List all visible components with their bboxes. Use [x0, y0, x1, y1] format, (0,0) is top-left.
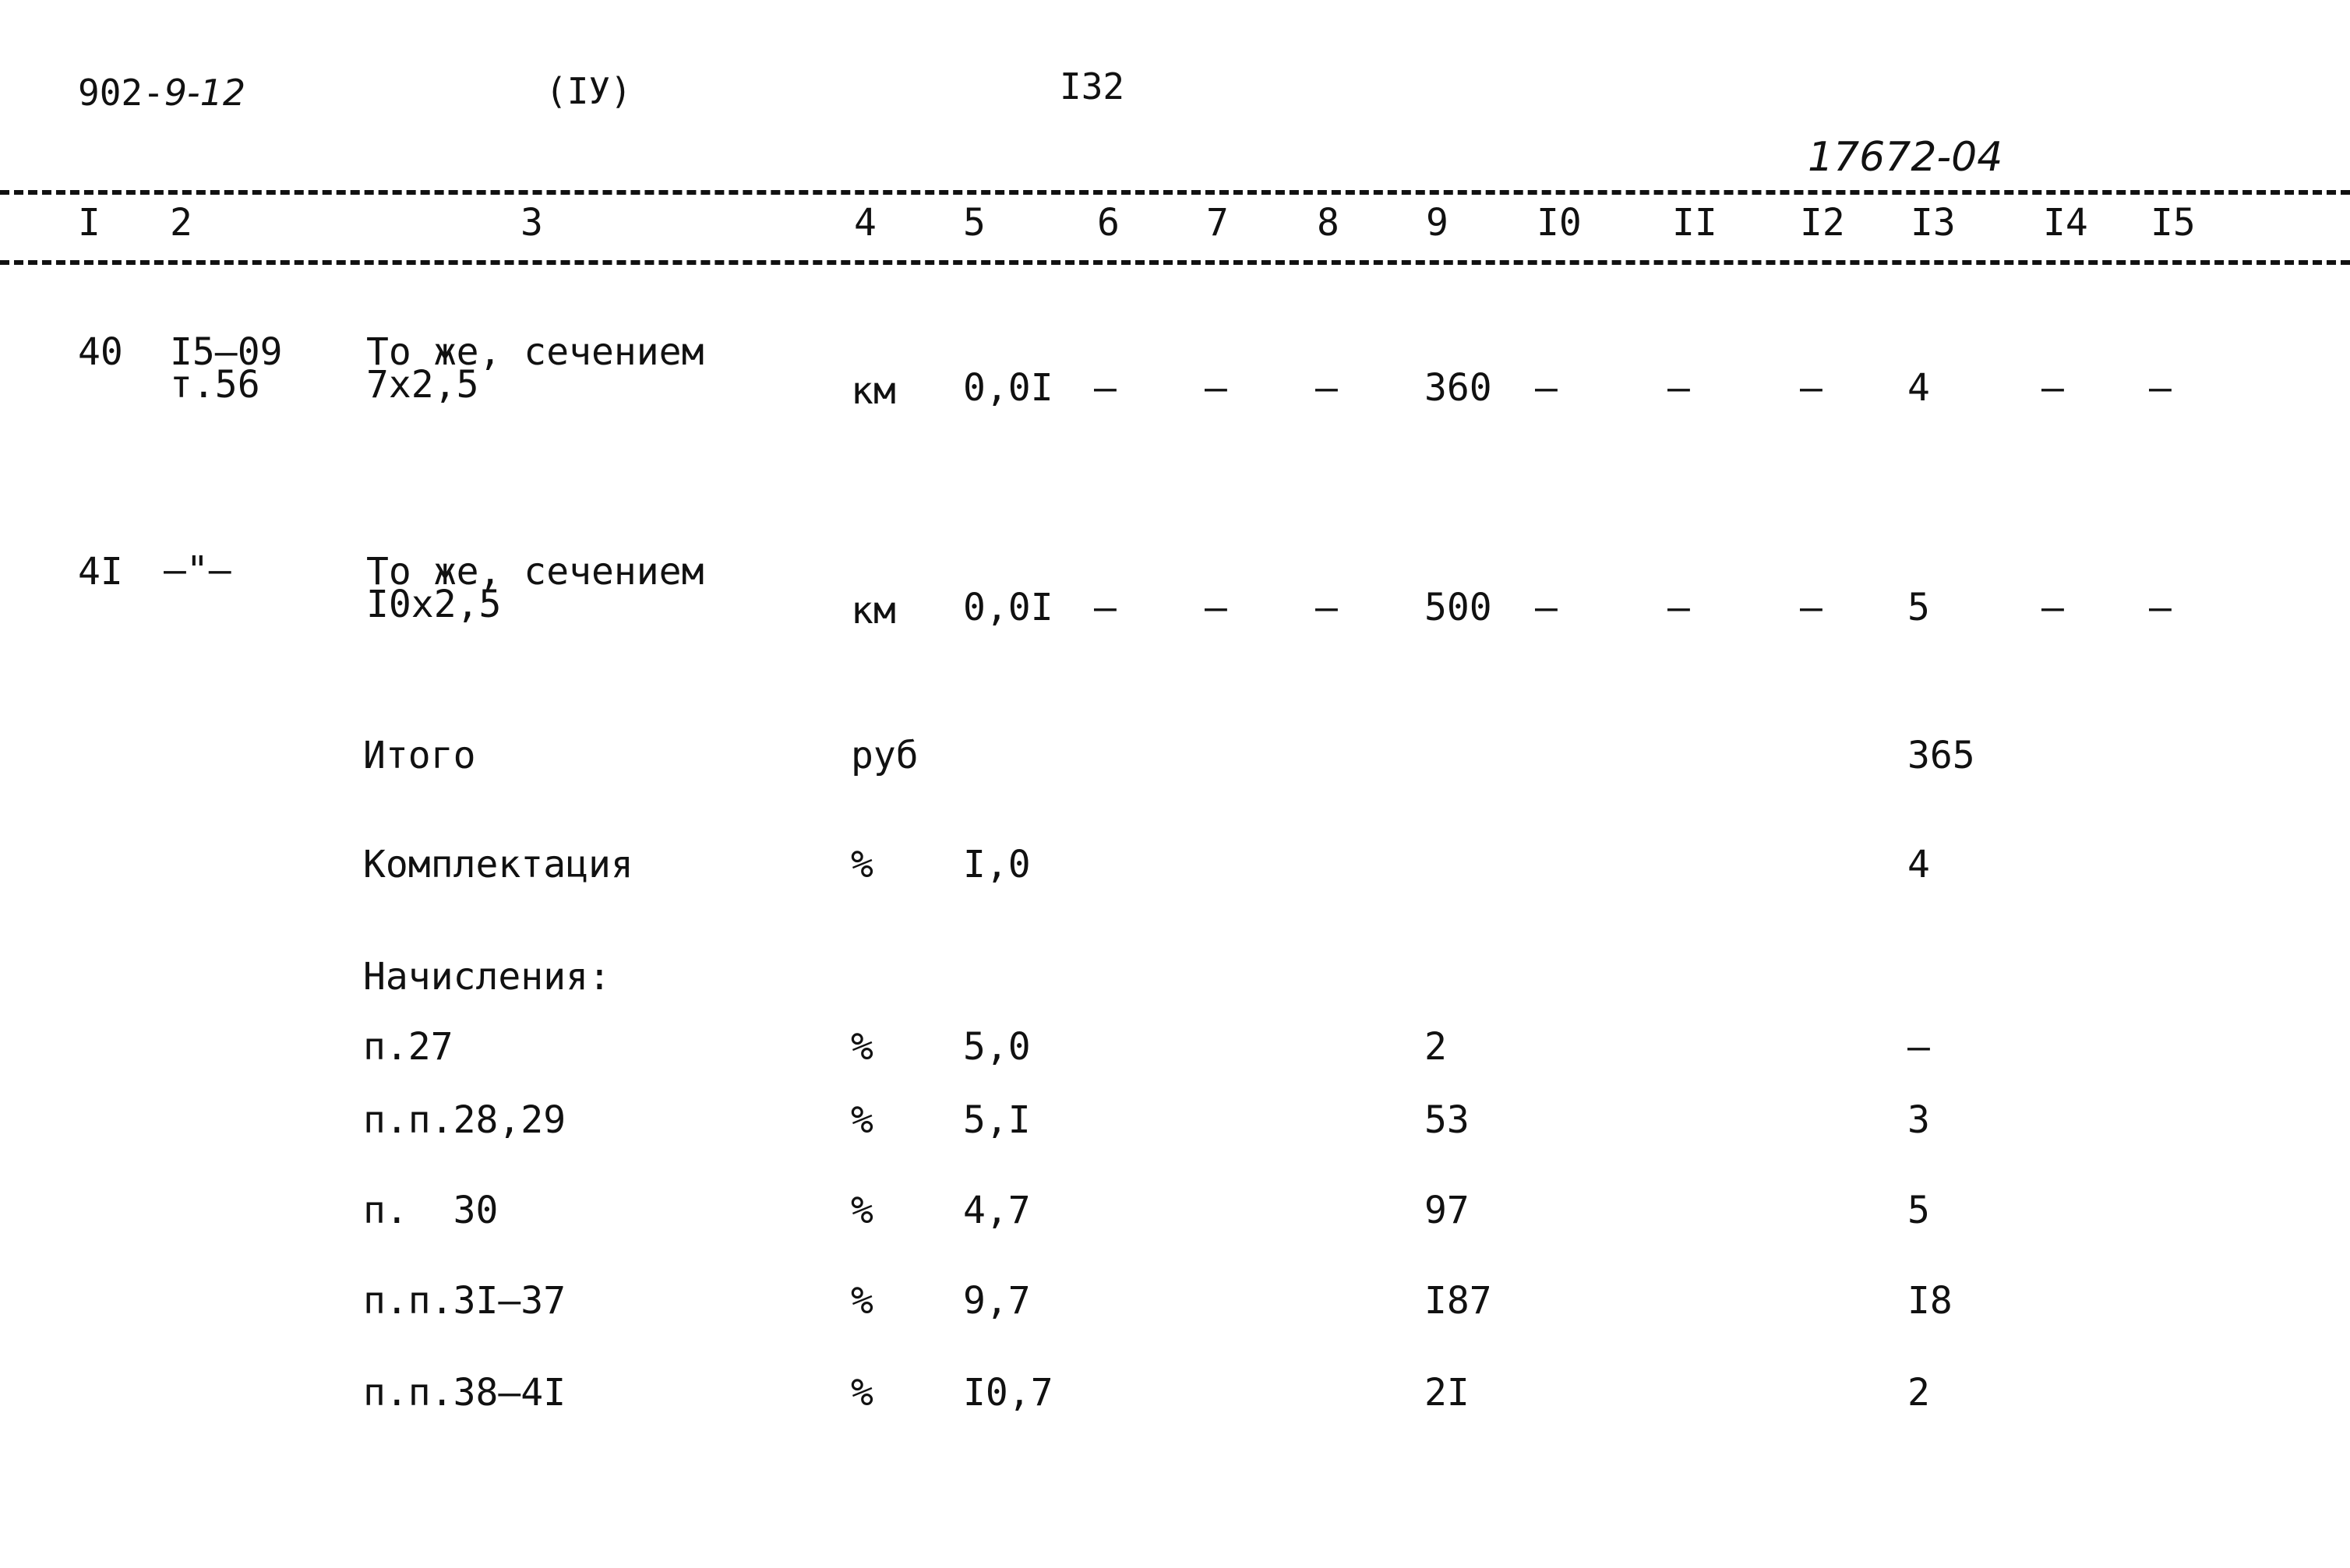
row-number: 40 [78, 330, 123, 374]
nach-col5: I0,7 [963, 1371, 1053, 1415]
nach-unit: % [851, 1279, 873, 1323]
nach-unit: % [851, 1025, 873, 1069]
nachisleniya-heading: Начисления: [363, 955, 611, 999]
col-header: I5 [2151, 201, 2196, 245]
nach-col9: 2 [1424, 1025, 1447, 1069]
col-header: 9 [1426, 201, 1448, 245]
row-description-size: 7х2,5 [366, 363, 479, 407]
row-col12: – [1800, 586, 1822, 629]
nach-label: п.27 [363, 1025, 453, 1069]
row-number: 4I [78, 550, 123, 594]
nach-col13: – [1907, 1025, 1930, 1069]
col-header: I4 [2043, 201, 2088, 245]
nach-col5: 5,0 [963, 1025, 1031, 1069]
row-col14: – [2041, 366, 2064, 410]
col-header: 4 [854, 201, 877, 245]
row-col12: – [1800, 366, 1822, 410]
row-col7: – [1205, 366, 1227, 410]
nach-col9: I87 [1424, 1279, 1492, 1323]
row-col8: – [1315, 586, 1338, 629]
total-unit: руб [851, 734, 919, 777]
row-col10: – [1535, 366, 1558, 410]
col-header: 2 [170, 201, 192, 245]
row-col9: 500 [1424, 586, 1492, 629]
kompl-col13: 4 [1907, 843, 1930, 886]
handwritten-stamp: 17672-04 [1808, 134, 2003, 181]
nach-label: п.п.28,29 [363, 1098, 566, 1142]
row-col9: 360 [1424, 366, 1492, 410]
row-col5: 0,0I [963, 586, 1053, 629]
row-description: То же, сечением [366, 330, 704, 374]
row-col15: – [2149, 586, 2172, 629]
row-col6: – [1094, 366, 1117, 410]
row-col10: – [1535, 586, 1558, 629]
total-label: Итого [363, 734, 476, 777]
header-bottom-rule [0, 260, 2350, 265]
kompl-col5: I,0 [963, 843, 1031, 886]
row-col6: – [1094, 586, 1117, 629]
row-col15: – [2149, 366, 2172, 410]
header-top-rule [0, 190, 2350, 195]
row-col14: – [2041, 586, 2064, 629]
nach-col13: 2 [1907, 1371, 1930, 1415]
nach-label: п.п.38–4I [363, 1371, 566, 1415]
row-unit: км [851, 369, 896, 413]
col-header: 6 [1097, 201, 1120, 245]
row-col5: 0,0I [963, 366, 1053, 410]
col-header: 5 [963, 201, 986, 245]
nach-col5: 4,7 [963, 1189, 1031, 1232]
nach-label: п. 30 [363, 1189, 499, 1232]
row-description: То же, сечением [366, 550, 704, 594]
row-col11: – [1667, 366, 1690, 410]
col-header: 3 [520, 201, 543, 245]
row-col7: – [1205, 586, 1227, 629]
total-col13: 365 [1907, 734, 1975, 777]
kompl-label: Комплектация [363, 843, 633, 886]
kompl-unit: % [851, 843, 873, 886]
row-col13: 4 [1907, 366, 1930, 410]
col-header: 8 [1317, 201, 1339, 245]
nach-col5: 5,I [963, 1098, 1031, 1142]
nach-label: п.п.3I–37 [363, 1279, 566, 1323]
col-header: II [1672, 201, 1717, 245]
col-header: I0 [1537, 201, 1582, 245]
col-header: I3 [1911, 201, 1956, 245]
nach-unit: % [851, 1189, 873, 1232]
col-header: I [78, 201, 101, 245]
nach-col5: 9,7 [963, 1279, 1031, 1323]
row-code: I5–09 [170, 330, 283, 374]
nach-col9: 53 [1424, 1098, 1470, 1142]
nach-col13: I8 [1907, 1279, 1953, 1323]
page-number: I32 [1060, 65, 1125, 107]
nach-unit: % [851, 1371, 873, 1415]
doc-code: 902-9-12 [78, 72, 246, 114]
nach-unit: % [851, 1098, 873, 1142]
row-unit: км [851, 589, 896, 632]
row-code: –"– [164, 548, 231, 592]
col-header: I2 [1800, 201, 1845, 245]
nach-col13: 3 [1907, 1098, 1930, 1142]
row-col8: – [1315, 366, 1338, 410]
section-label: (IУ) [545, 70, 632, 112]
nach-col9: 97 [1424, 1189, 1470, 1232]
nach-col13: 5 [1907, 1189, 1930, 1232]
row-code-table: т.56 [170, 363, 260, 407]
row-col13: 5 [1907, 586, 1930, 629]
row-description-size: I0х2,5 [366, 583, 502, 626]
row-col11: – [1667, 586, 1690, 629]
col-header: 7 [1206, 201, 1229, 245]
nach-col9: 2I [1424, 1371, 1470, 1415]
